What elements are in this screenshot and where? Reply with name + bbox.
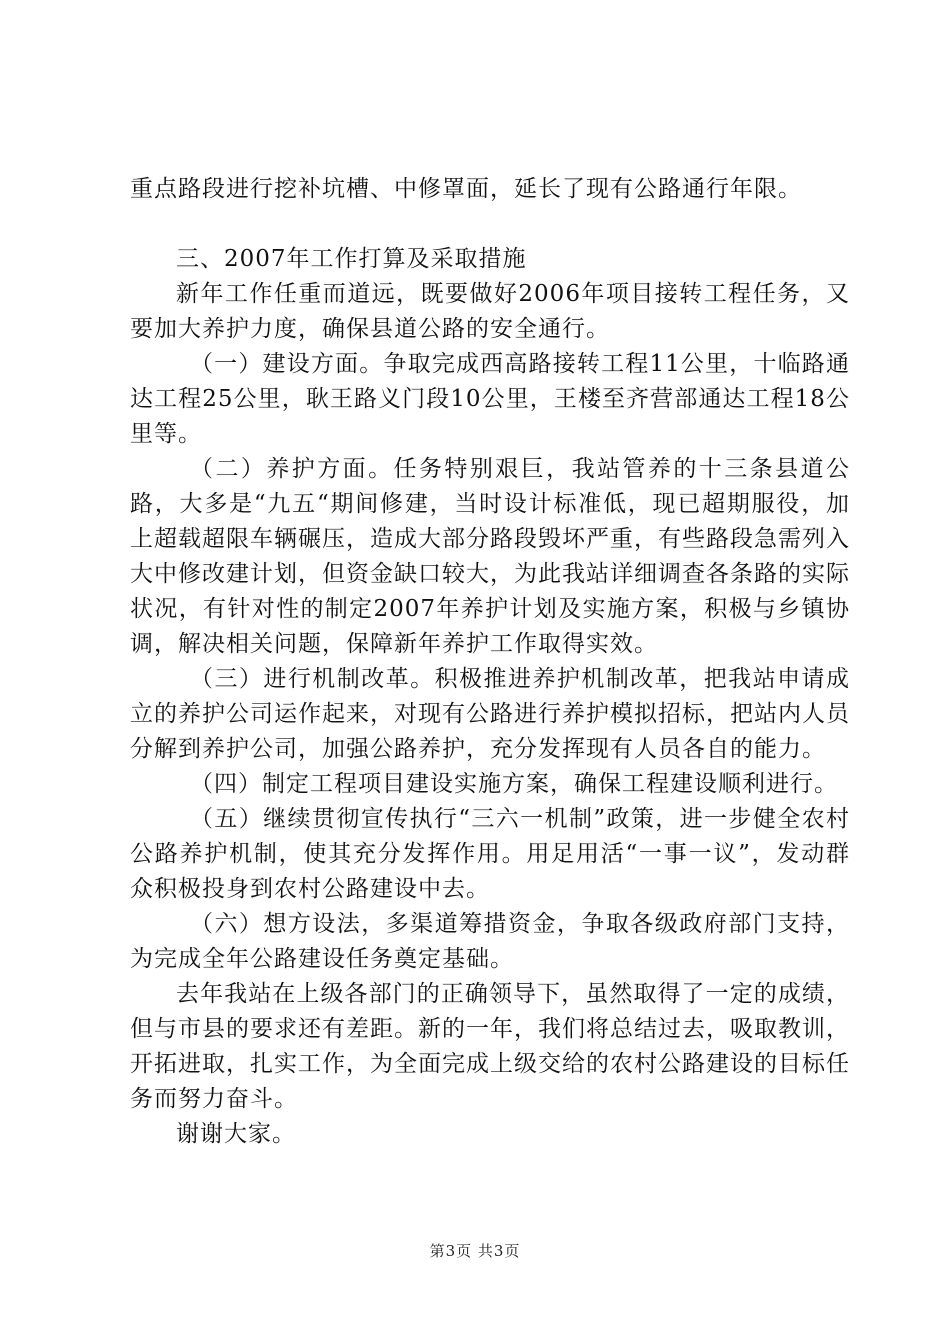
paragraph-item-5: （五）继续贯彻宣传执行“三六一机制”政策，进一步健全农村公路养护机制，使其充分发挥作用。用足用活“一事一议”，发动群众积极投身到农村公路建设中去。 — [130, 806, 850, 902]
paragraph-gap — [130, 207, 850, 242]
paragraph-intro: 新年工作任重而道远，既要做好2006年项目接转工程任务，又要加大养护力度，确保县道公路的安全通行。 — [130, 281, 850, 342]
paragraph-conclusion: 去年我站在上级各部门的正确领导下，虽然取得了一定的成绩，但与市县的要求还有差距。新的一年，我们将总结过去，吸取教训，开拓进取，扎实工作，为全面完成上级交给的农村公路建设的目标任务而努力奋斗。 — [130, 981, 850, 1112]
document-body — [130, 172, 850, 1152]
paragraph-item-4: （四）制定工程项目建设实施方案，确保工程建设顺利进行。 — [190, 771, 838, 797]
page-footer: 第3页 共3页 — [429, 1242, 521, 1260]
paragraph-continued: 重点路段进行挖补坑槽、中修罩面，延长了现有公路通行年限。 — [130, 176, 802, 202]
paragraph-item-1: （一）建设方面。争取完成西高路接转工程11公里，十临路通达工程25公里，耿王路义门段10公里，王楼至齐营部通达工程18公里等。 — [130, 351, 850, 447]
section-heading: 三、2007年工作打算及采取措施 — [176, 246, 527, 272]
paragraph-item-2: （二）养护方面。任务特别艰巨，我站管养的十三条县道公路，大多是“九五“期间修建，当时设计标准低，现已超期服役，加上超载超限车辆碾压，造成大部分路段毁坏严重，有些路段急需列入大中修改建计划，但资金缺口较大，为此我站详细调查各条路的实际状况，有针对性的制定2007年养护计划及实施方案，积极与乡镇协调，解决相关问题，保障新年养护工作取得实效。 — [130, 456, 850, 657]
paragraph-thanks: 谢谢大家。 — [176, 1121, 296, 1147]
paragraph-item-6: （六）想方设法，多渠道筹措资金，争取各级政府部门支持，为完成全年公路建设任务奠定基础。 — [130, 911, 850, 972]
paragraph-item-3: （三）进行机制改革。积极推进养护机制改革，把我站申请成立的养护公司运作起来，对现有公路进行养护模拟招标，把站内人员分解到养护公司，加强公路养护，充分发挥现有人员各自的能力。 — [130, 666, 850, 762]
